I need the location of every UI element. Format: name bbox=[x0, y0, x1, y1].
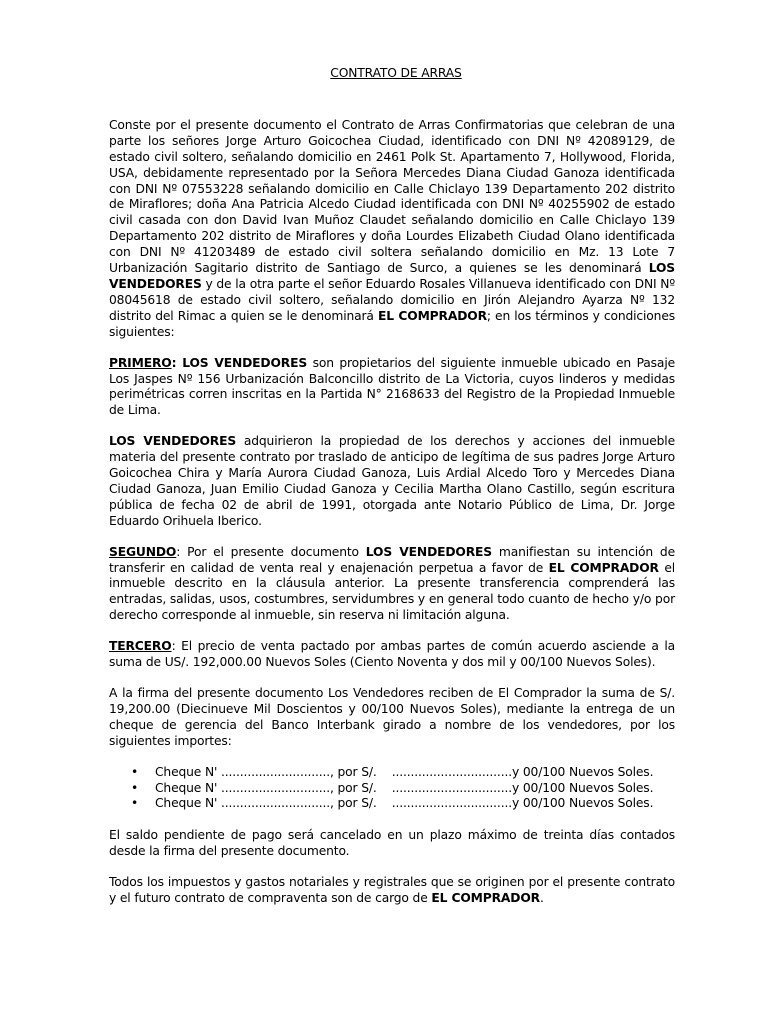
saldo-paragraph: El saldo pendiente de pago será cancelado en un plazo máximo de treinta días contados desde la firma del presente documento. bbox=[109, 828, 675, 859]
clause-segundo-label: SEGUNDO bbox=[109, 544, 177, 559]
clause-tercero bbox=[109, 639, 675, 671]
clause-primero bbox=[109, 356, 675, 420]
cheque-line-right: ................................y 00/100 Nuevos Soles. bbox=[391, 780, 654, 795]
impuestos-comprador-term: EL COMPRADOR bbox=[431, 891, 540, 906]
impuestos-text-1: Todos los impuestos y gastos notariales y registrales que se originen por el presente contrato y el futuro contrato de compraventa son de cargo de bbox=[109, 875, 675, 906]
intro-vendedores-term: LOS VENDEDORES bbox=[109, 261, 675, 291]
cheque-line-right: ................................y 00/100 Nuevos Soles. bbox=[391, 764, 654, 779]
clause-primero-label: PRIMERO bbox=[109, 355, 172, 370]
vendedores-term: LOS VENDEDORES bbox=[109, 434, 237, 449]
cheque-line-left: Cheque N' ............................., por S/. bbox=[155, 780, 377, 795]
clause-primero-vendedores-term: LOS VENDEDORES bbox=[182, 355, 308, 370]
cheque-list bbox=[109, 765, 675, 813]
clause-segundo bbox=[109, 545, 675, 625]
list-item bbox=[131, 796, 675, 812]
clause-primero-colon: : bbox=[171, 355, 183, 370]
impuestos-text-2: . bbox=[539, 891, 544, 906]
intro-text-1: Conste por el presente documento el Contrato de Arras Confirmatorias que celebran de una parte los señores Jorge Arturo Goicochea Ciudad, identificado con DNI Nº 42089129, de estado civil soltero, señalando domicilio en 2461 Polk St. Apartamento 7, Hollywood, Florida, USA, debidamente representado por la Señora Mercedes Diana Ciudad Ganoza identificada con DNI Nº 07553228 señalando domicilio en Calle Chiclayo 139 Departamento 202 distrito de Miraflores; doña Ana Patricia Alcedo Ciudad identificada con DNI Nº 40255902 de estado civil casada con don David Ivan Muñoz Claudet señalando domicilio en Calle Chiclayo 139 Departamento 202 distrito de Miraflores y doña Lourdes Elizabeth Ciudad Olano identificada con DNI Nº 41203489 de estado civil soltera señalando domicilio en Mz. 13 Lote 7 Urbanización Sagitario distrito de Santiago de Surco, a quienes se les denominará bbox=[109, 117, 675, 276]
firma-paragraph: A la firma del presente documento Los Vendedores reciben de El Comprador la suma de S/. 19,200.00 (Diecinueve Mil Doscientos y 00/100 Nuevos Soles), mediante la entrega de un cheque de gerencia del Banco Interbank girado a nombre de los vendedores, por los siguientes importes: bbox=[109, 686, 675, 748]
list-item bbox=[131, 765, 675, 781]
cheque-line-left: Cheque N' ............................., por S/. bbox=[155, 764, 377, 779]
intro-comprador-term: EL COMPRADOR bbox=[377, 308, 487, 323]
cheque-line-right: ................................y 00/100 Nuevos Soles. bbox=[391, 796, 654, 811]
clause-segundo-text-0: : Por el presente documento bbox=[176, 544, 366, 559]
clause-segundo-text-2: el inmueble descrito en la cláusula anterior. La presente transferencia comprenderá las entradas, salidas, usos, costumbres, servidumbres y en general todo cuanto de hecho y/o por derecho corresponde al inmueble, sin reserva ni limitación alguna. bbox=[109, 560, 676, 623]
clause-segundo-vendedores-term: LOS VENDEDORES bbox=[365, 544, 493, 559]
bullet-icon: • bbox=[131, 764, 139, 779]
vendedores-paragraph bbox=[109, 434, 675, 529]
clause-segundo-text-1: manifiestan su intención de transferir en calidad de venta real y enajenación perpetua a favor de bbox=[109, 544, 676, 575]
impuestos-paragraph bbox=[109, 875, 675, 907]
vendedores-text: adquirieron la propiedad de los derechos y acciones del inmueble materia del presente contrato por traslado de anticipo de legítima de sus padres Jorge Arturo Goicochea Chira y María Aurora Ciudad Ganoza, Luis Ardial Alcedo Toro y Mercedes Diana Ciudad Ganoza, Juan Emilio Ciudad Ganoza y Cecilia Martha Olano Castillo, según escritura pública de fecha 02 de abril de 1991, otorgada ante Notario Público de Lima, Dr. Jorge Eduardo Orihuela Iberico. bbox=[109, 434, 675, 528]
clause-primero-text: son propietarios del siguiente inmueble ubicado en Pasaje Los Jaspes Nº 156 Urbanización Balconcillo distrito de La Victoria, cuyos linderos y medidas perimétricas corren inscritas en la Partida N° 2168633 del Registro de la Propiedad Inmueble de Lima. bbox=[109, 355, 676, 418]
document-page bbox=[109, 66, 675, 922]
intro-paragraph bbox=[109, 118, 675, 341]
document-title: CONTRATO DE ARRAS bbox=[330, 66, 462, 80]
cheque-line-left: Cheque N' ............................., por S/. bbox=[155, 796, 377, 811]
bullet-icon: • bbox=[131, 796, 139, 811]
intro-text-2: y de la otra parte el señor Eduardo Rosales Villanueva identificado con DNI Nº 08045618 de estado civil soltero, señalando domicilio en Jirón Alejandro Ayarza Nº 132 distrito del Rimac a quien se le denominará bbox=[109, 276, 675, 323]
bullet-icon: • bbox=[131, 780, 139, 795]
clause-tercero-label: TERCERO bbox=[109, 639, 172, 654]
intro-text-3: ; en los términos y condiciones siguientes: bbox=[109, 308, 675, 339]
clause-segundo-comprador-term: EL COMPRADOR bbox=[548, 560, 659, 575]
clause-tercero-text: : El precio de venta pactado por ambas partes de común acuerdo asciende a la suma de US/. 192,000.00 Nuevos Soles (Ciento Noventa y dos mil y 00/100 Nuevos Soles). bbox=[109, 639, 675, 670]
list-item bbox=[131, 781, 675, 797]
